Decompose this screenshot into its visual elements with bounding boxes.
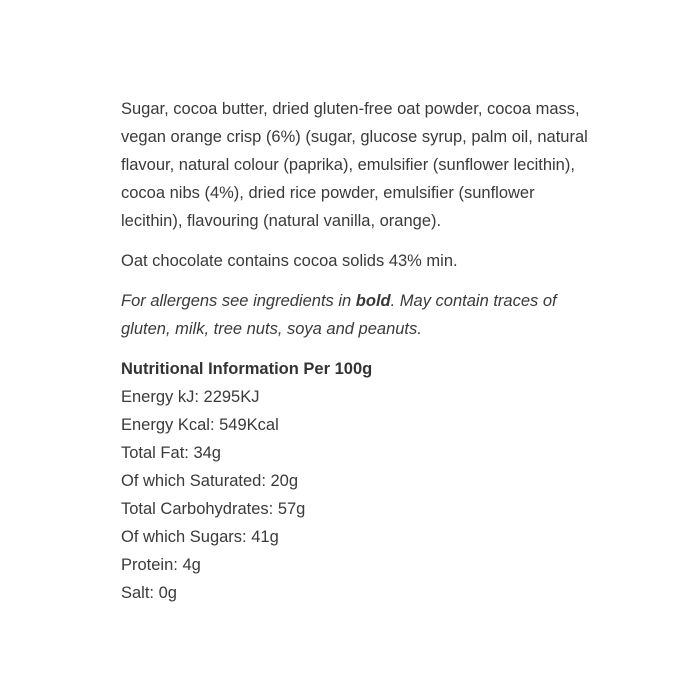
nutrition-item-energy-kj: Energy kJ: 2295KJ [121, 388, 260, 406]
nutrition-item-saturated: Of which Saturated: 20g [121, 472, 299, 490]
ingredients-text: Sugar, cocoa butter, dried gluten-free oat powder, cocoa mass, vegan orange crisp (6%) (sugar, glucose syrup, palm oil, natural flavour, natural colour (paprika), emulsifier (sunflower lecithin), cocoa nibs (4%), dried rice powder, emulsifier (sunflower lecithin), flavouring (natural vanilla, orange). [121, 100, 588, 230]
nutrition-item-salt: Salt: 0g [121, 584, 177, 602]
nutrition-item-energy-kcal: Energy Kcal: 549Kcal [121, 416, 279, 434]
nutrition-heading: Nutritional Information Per 100g [121, 360, 373, 378]
nutrition-list [121, 383, 591, 607]
allergen-note-suffix: . May contain traces of gluten, milk, tree nuts, soya and peanuts. [121, 292, 557, 338]
nutrition-item-protein: Protein: 4g [121, 556, 201, 574]
allergen-note-bold-word: bold [355, 292, 391, 310]
nutrition-item-sugars: Of which Sugars: 41g [121, 528, 279, 546]
allergen-note-prefix: For allergens see ingredients in [121, 292, 356, 310]
nutrition-item-carbohydrates: Total Carbohydrates: 57g [121, 500, 306, 518]
cocoa-solids-note: Oat chocolate contains cocoa solids 43% min. [121, 252, 458, 270]
allergen-note [121, 287, 591, 343]
nutrition-item-total-fat: Total Fat: 34g [121, 444, 221, 462]
product-info [121, 95, 591, 607]
